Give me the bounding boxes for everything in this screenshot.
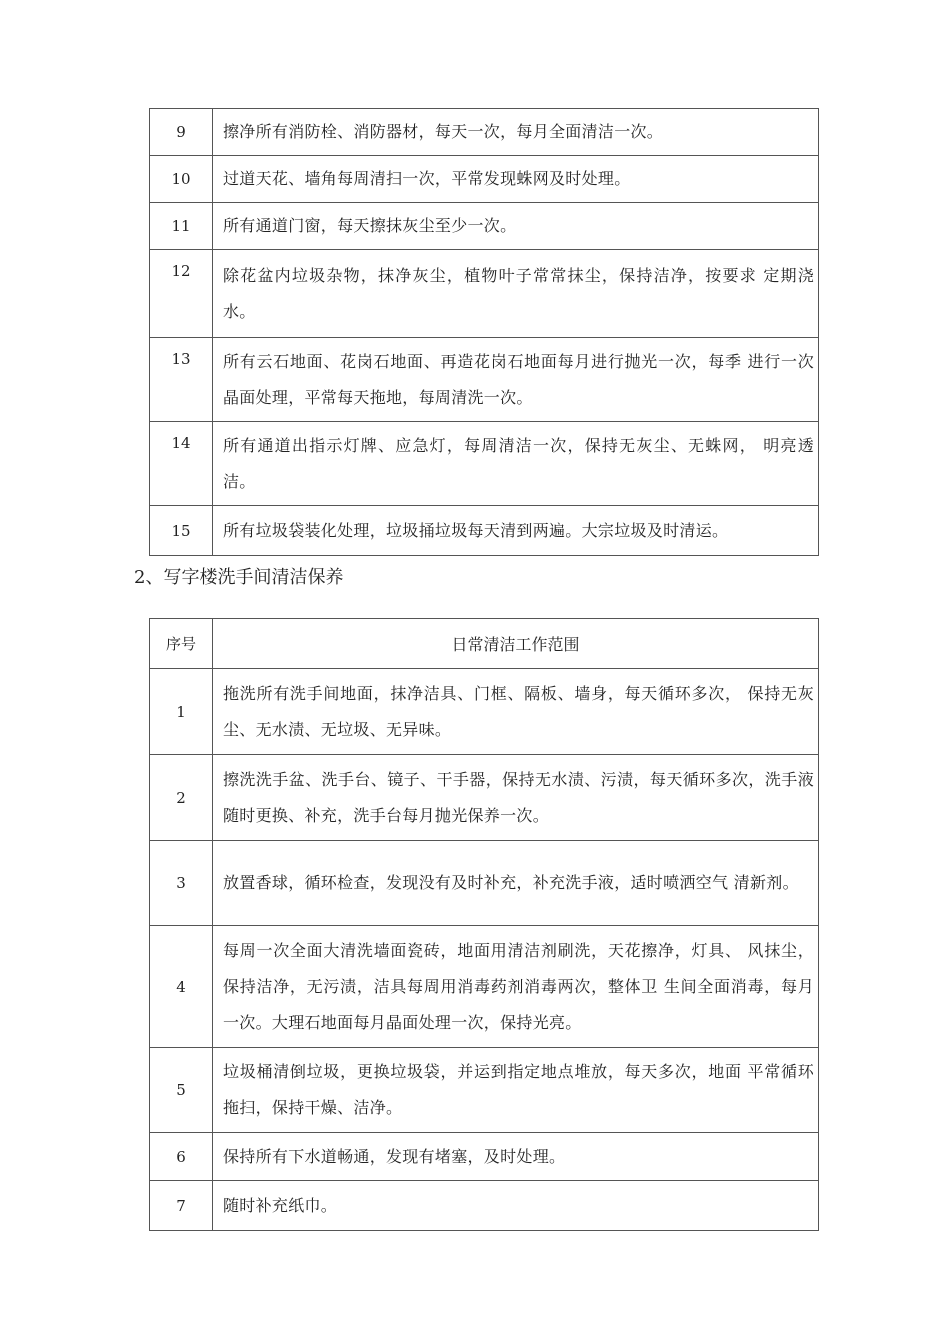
row-number: 11: [150, 203, 213, 250]
row-description: 擦净所有消防栓、消防器材，每天一次，每月全面清洁一次。: [213, 109, 819, 156]
row-description: 所有垃圾袋装化处理，垃圾捅垃圾每天清到两遍。大宗垃圾及时清运。: [213, 506, 819, 556]
table-row: [150, 1133, 819, 1181]
table-row: [150, 755, 819, 841]
row-description: 每周一次全面大清洗墙面瓷砖，地面用清洁剂刷洗，天花擦净，灯具、 风抹尘，保持洁净，无污渍，洁具每周用消毒药剂消毒两次，整体卫 生间全面消毒，每月一次。大理石地面每月晶面处理一次，保持光亮。: [213, 926, 819, 1048]
row-number: 15: [150, 506, 213, 556]
section-heading: 2、写字楼洗手间清洁保养: [134, 567, 344, 588]
row-description: 放置香球，循环检查，发现没有及时补充，补充洗手液，适时喷洒空气 清新剂。: [213, 841, 819, 926]
row-description: 拖洗所有洗手间地面，抹净洁具、门框、隔板、墙身，每天循环多次， 保持无灰尘、无水渍、无垃圾、无异味。: [213, 669, 819, 755]
cleaning-table-restrooms: [149, 618, 819, 1231]
table-row: [150, 250, 819, 338]
row-number: 9: [150, 109, 213, 156]
row-number: 3: [150, 841, 213, 926]
row-description: 过道天花、墙角每周清扫一次，平常发现蛛网及时处理。: [213, 156, 819, 203]
row-description: 保持所有下水道畅通，发现有堵塞，及时处理。: [213, 1133, 819, 1181]
row-number: 10: [150, 156, 213, 203]
column-header-number: 序号: [150, 619, 213, 669]
table-row: [150, 422, 819, 506]
table-row: [150, 1048, 819, 1133]
row-description: 擦洗洗手盆、洗手台、镜子、干手器，保持无水渍、污渍，每天循环多次，洗手液随时更换、补充，洗手台每月抛光保养一次。: [213, 755, 819, 841]
row-description: 所有通道门窗，每天擦抹灰尘至少一次。: [213, 203, 819, 250]
row-description: 所有云石地面、花岗石地面、再造花岗石地面每月进行抛光一次，每季 进行一次晶面处理，平常每天拖地，每周清洗一次。: [213, 338, 819, 422]
row-description: 除花盆内垃圾杂物，抹净灰尘，植物叶子常常抹尘，保持洁净，按要求 定期浇水。: [213, 250, 819, 338]
table-row: [150, 841, 819, 926]
cleaning-table-corridors: [149, 108, 819, 556]
table-row: [150, 926, 819, 1048]
row-description: 垃圾桶清倒垃圾，更换垃圾袋，并运到指定地点堆放，每天多次，地面 平常循环拖扫，保持干燥、洁净。: [213, 1048, 819, 1133]
table-row: [150, 203, 819, 250]
row-number: 13: [150, 338, 213, 422]
row-number: 4: [150, 926, 213, 1048]
row-number: 2: [150, 755, 213, 841]
table-row: [150, 1181, 819, 1231]
table-row: [150, 109, 819, 156]
table-header-row: [150, 619, 819, 669]
row-number: 5: [150, 1048, 213, 1133]
table-row: [150, 506, 819, 556]
table-row: [150, 156, 819, 203]
row-number: 7: [150, 1181, 213, 1231]
table-row: [150, 338, 819, 422]
row-description: 随时补充纸巾。: [213, 1181, 819, 1231]
column-header-scope: 日常清洁工作范围: [213, 619, 819, 669]
row-number: 12: [150, 250, 213, 338]
row-number: 14: [150, 422, 213, 506]
table-row: [150, 669, 819, 755]
row-description: 所有通道出指示灯牌、应急灯，每周清洁一次，保持无灰尘、无蛛网， 明亮透洁。: [213, 422, 819, 506]
row-number: 1: [150, 669, 213, 755]
row-number: 6: [150, 1133, 213, 1181]
